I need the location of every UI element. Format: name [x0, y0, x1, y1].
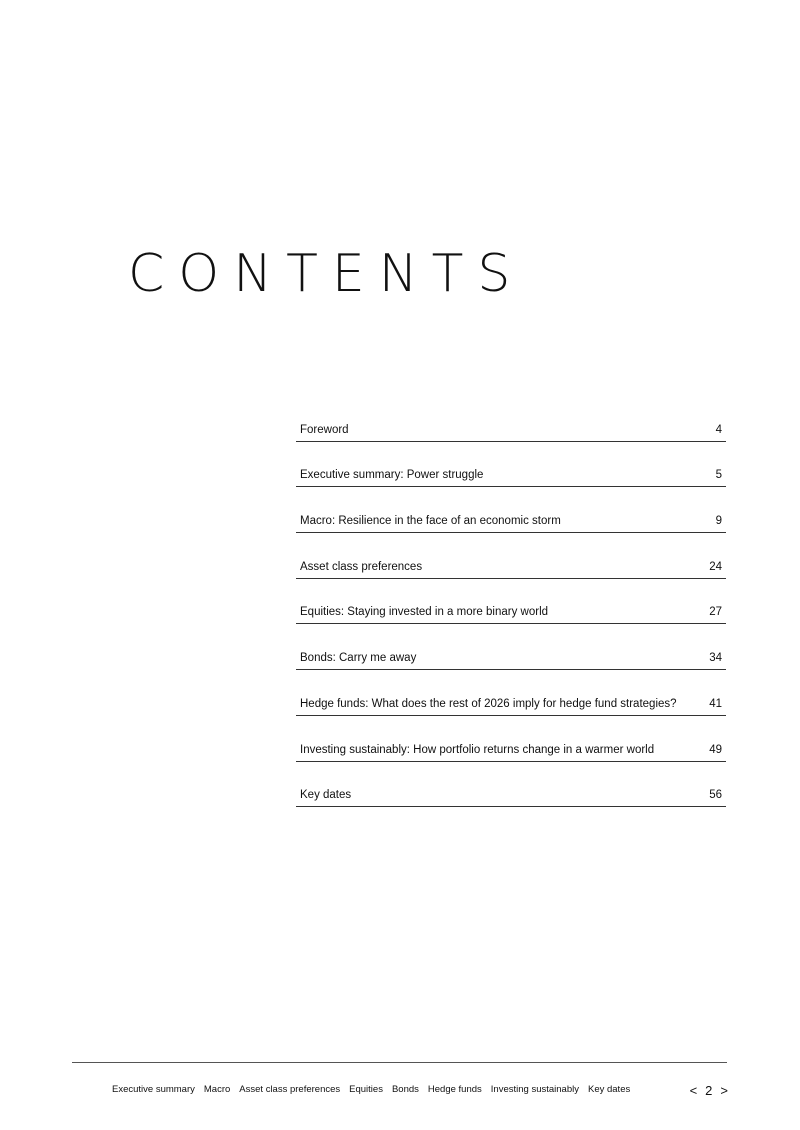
- chevron-left-icon[interactable]: <: [689, 1083, 698, 1098]
- table-of-contents: [296, 396, 726, 807]
- page-pager: [690, 1083, 728, 1098]
- toc-item-page: 41: [709, 697, 722, 710]
- toc-item[interactable]: [296, 442, 726, 488]
- toc-item-label: Key dates: [300, 789, 352, 802]
- toc-item[interactable]: [296, 762, 726, 808]
- footer-nav: [112, 1084, 630, 1095]
- toc-item-page: 9: [715, 515, 722, 528]
- toc-item[interactable]: [296, 579, 726, 625]
- toc-item-label: Investing sustainably: How portfolio returns change in a warmer world: [300, 743, 655, 756]
- toc-item-label: Macro: Resilience in the face of an economic storm: [300, 515, 561, 528]
- toc-item-page: 5: [715, 469, 722, 482]
- footer-nav-key-dates[interactable]: Key dates: [587, 1084, 631, 1095]
- toc-item-page: 4: [715, 423, 722, 436]
- footer-nav-macro[interactable]: Macro: [203, 1084, 231, 1095]
- footer-nav-asset-class-preferences[interactable]: Asset class preferences: [239, 1084, 341, 1095]
- footer-divider: [72, 1062, 727, 1063]
- footer-nav-hedge-funds[interactable]: Hedge funds: [427, 1084, 482, 1095]
- toc-item[interactable]: [296, 624, 726, 670]
- toc-item-label: Bonds: Carry me away: [300, 652, 417, 665]
- footer-nav-executive-summary[interactable]: Executive summary: [112, 1084, 195, 1095]
- toc-item-label: Equities: Staying invested in a more binary world: [300, 606, 549, 619]
- chevron-right-icon[interactable]: >: [720, 1083, 728, 1098]
- toc-item[interactable]: [296, 670, 726, 716]
- toc-item[interactable]: [296, 487, 726, 533]
- footer-nav-investing-sustainably[interactable]: Investing sustainably: [490, 1084, 579, 1095]
- toc-item-page: 34: [709, 652, 722, 665]
- toc-item-label: Asset class preferences: [300, 560, 423, 573]
- toc-item-label: Executive summary: Power struggle: [300, 469, 484, 482]
- page-title: CONTENTS: [128, 244, 525, 304]
- toc-item[interactable]: [296, 533, 726, 579]
- toc-item[interactable]: [296, 396, 726, 442]
- toc-item-page: 56: [709, 789, 722, 802]
- footer-nav-equities[interactable]: Equities: [349, 1084, 383, 1095]
- footer-nav-bonds[interactable]: Bonds: [391, 1084, 419, 1095]
- page-number: 2: [705, 1083, 713, 1098]
- toc-item-label: Foreword: [300, 423, 349, 436]
- toc-item-page: 27: [709, 606, 722, 619]
- toc-item[interactable]: [296, 716, 726, 762]
- toc-item-label: Hedge funds: What does the rest of 2026 imply for hedge fund strategies?: [300, 697, 677, 710]
- toc-item-page: 24: [709, 560, 722, 573]
- toc-item-page: 49: [709, 743, 722, 756]
